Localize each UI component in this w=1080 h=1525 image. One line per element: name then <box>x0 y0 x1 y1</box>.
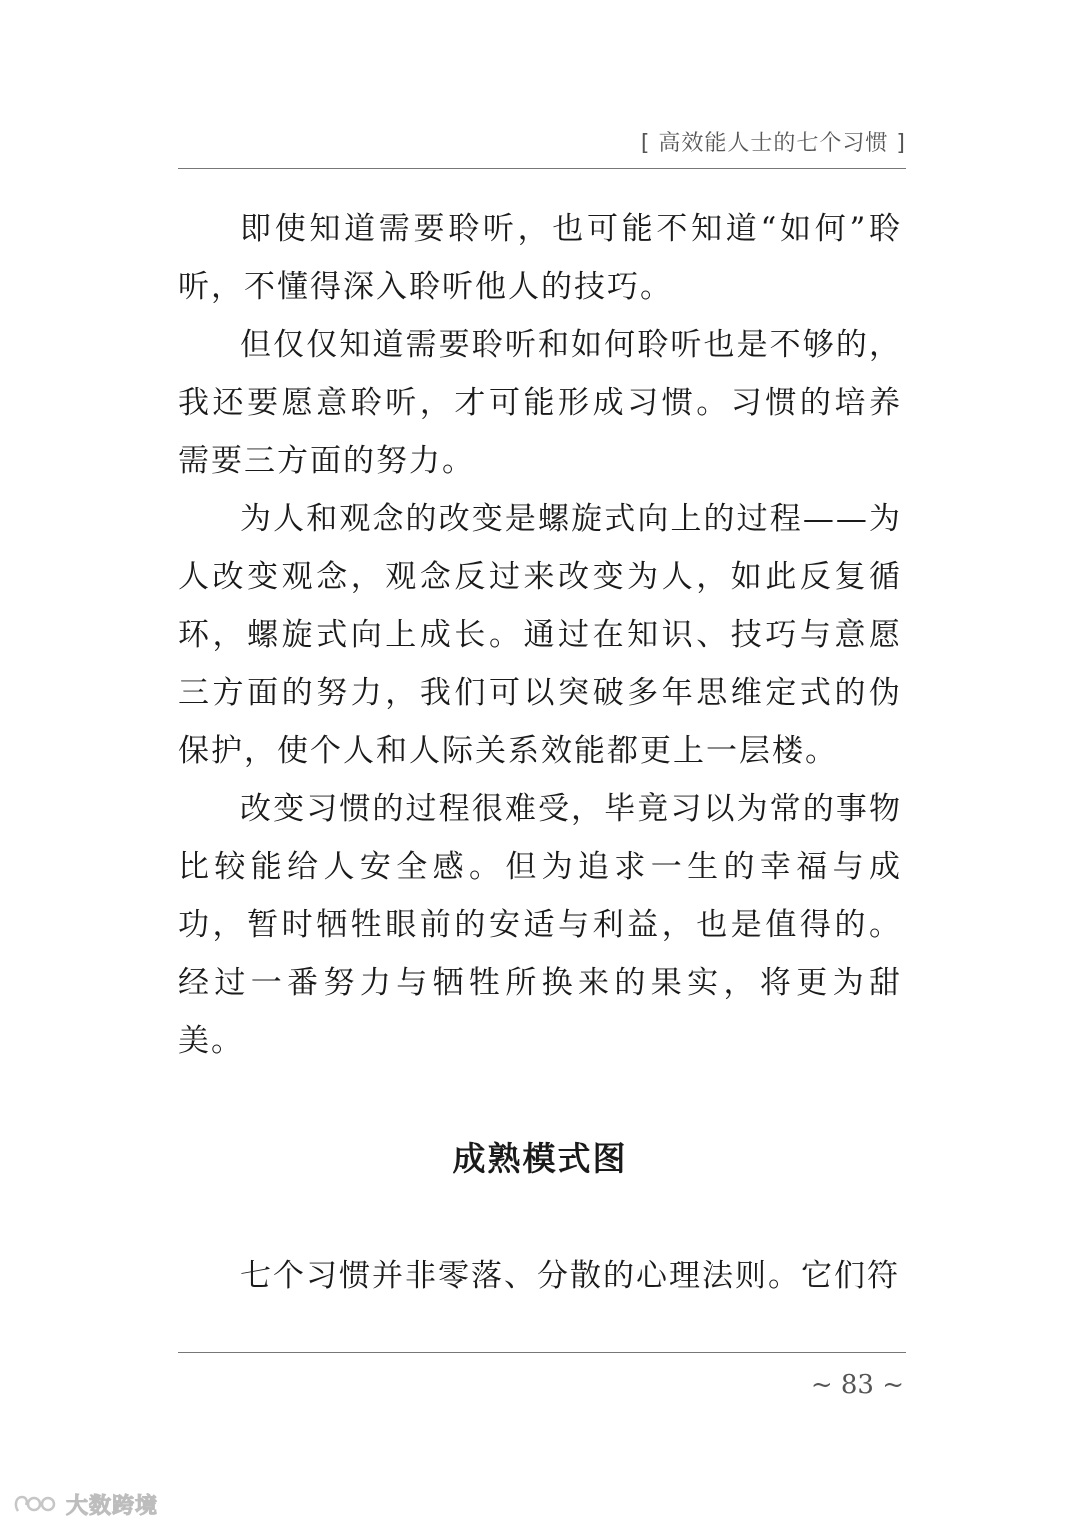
watermark <box>12 1486 158 1522</box>
page-number: ~ 83 ~ <box>810 1370 904 1400</box>
paragraph-1: 即使知道需要聆听，也可能不知道“如何”聆听，不懂得深入聆听他人的技巧。 <box>178 211 902 305</box>
section-paragraph-1: 七个习惯并非零落、分散的心理法则。它们符 <box>240 1258 900 1294</box>
watermark-logo-icon <box>12 1489 58 1519</box>
running-header: [ 高效能人士的七个习惯 ] <box>640 131 906 156</box>
paragraph-4: 改变习惯的过程很难受，毕竟习以为常的事物比较能给人安全感。但为追求一生的幸福与成功，暂时牺牲眼前的安适与利益，也是值得的。经过一番努力与牺牲所换来的果实，将更为甜美。 <box>178 791 902 1059</box>
footer-rule <box>178 1352 906 1353</box>
paragraph-3: 为人和观念的改变是螺旋式向上的过程——为人改变观念，观念反过来改变为人，如此反复循环，螺旋式向上成长。通过在知识、技巧与意愿三方面的努力，我们可以突破多年思维定式的伪保护，使个人和人际关系效能都更上一层楼。 <box>178 501 902 769</box>
body-text <box>178 200 902 1070</box>
watermark-text: 大数跨境 <box>66 1493 159 1519</box>
section-body <box>178 1247 902 1305</box>
paragraph-2: 但仅仅知道需要聆听和如何聆听也是不够的，我还要愿意聆听，才可能形成习惯。习惯的培养需要三方面的努力。 <box>178 327 902 479</box>
header-rule <box>178 168 906 169</box>
section-title: 成熟模式图 <box>452 1139 628 1178</box>
